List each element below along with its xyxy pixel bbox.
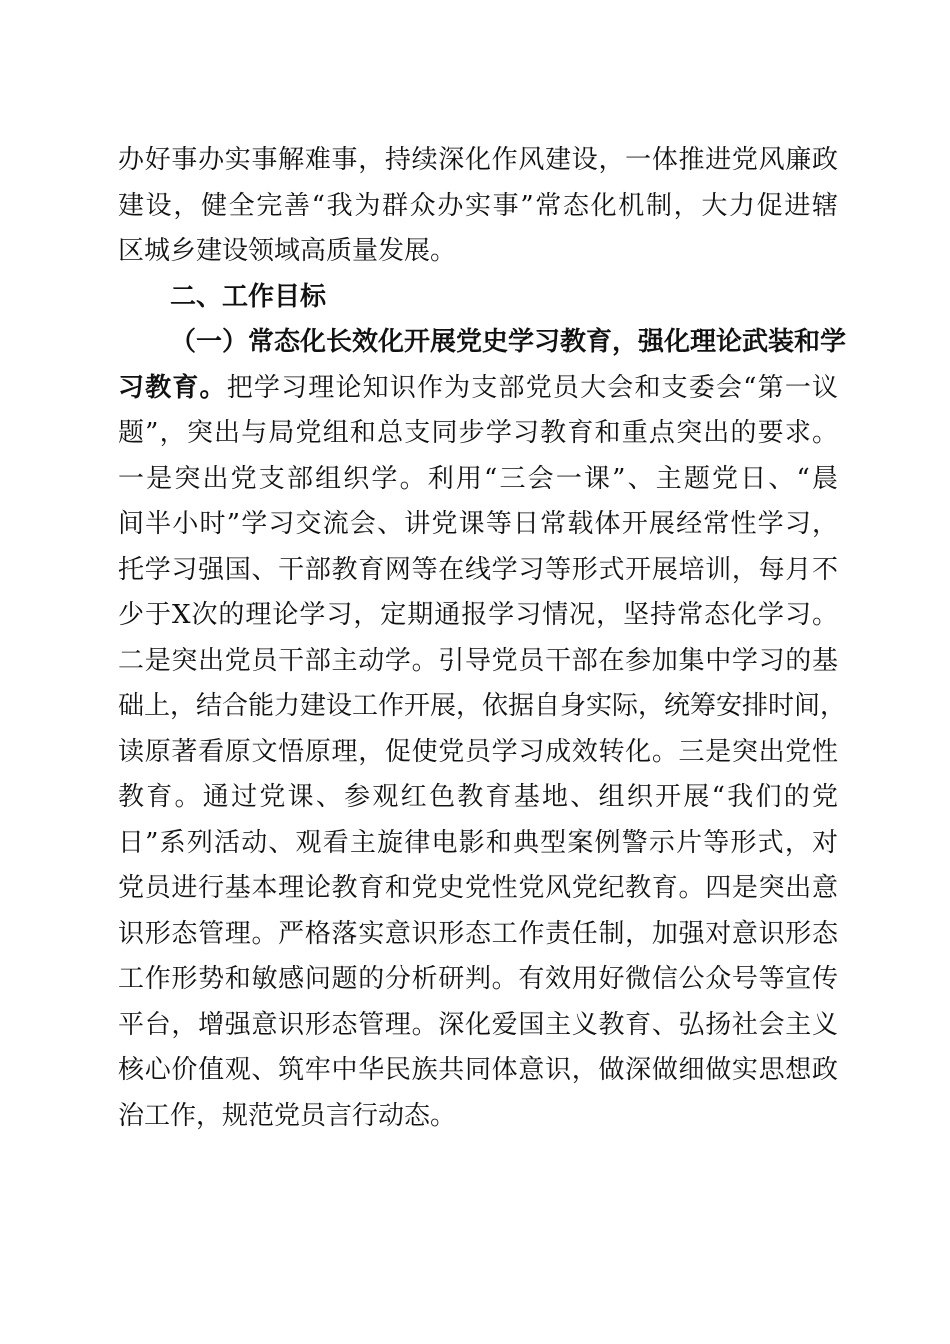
body-line: 工作形势和敏感问题的分析研判。有效用好微信公众号等宣传: [118, 964, 838, 994]
body-line: 党员进行基本理论教育和党史党性党风党纪教育。四是突出意: [118, 873, 838, 903]
body-line: 日”系列活动、观看主旋律电影和典型案例警示片等形式，对: [118, 827, 838, 858]
body-line: 托学习强国、干部教育网等在线学习等形式开展培训，每月不: [118, 554, 838, 585]
body-line: 平台，增强意识形态管理。深化爱国主义教育、弘扬社会主义: [118, 1009, 838, 1040]
intro-line-3: 区城乡建设领域高质量发展。: [118, 236, 457, 266]
body-line: 题”，突出与局党组和总支同步学习教育和重点突出的要求。: [118, 418, 838, 448]
body-first-line: [118, 366, 838, 412]
body-line: 间半小时”学习交流会、讲党课等日常载体开展经常性学习，: [118, 509, 838, 539]
body-first-line-text: 把学习理论知识作为支部党员大会和支委会“第一议: [226, 372, 838, 403]
subsection-title-line: （一）常态化长效化开展党史学习教育，强化理论武装和学: [170, 327, 847, 357]
document-body: [118, 138, 847, 1139]
body-line: 础上，结合能力建设工作开展，依据自身实际，统筹安排时间，: [118, 691, 847, 721]
intro-line-2: 建设，健全完善“我为群众办实事”常态化机制，大力促进辖: [118, 190, 838, 221]
body-line: 读原著看原文悟原理，促使党员学习成效转化。三是突出党性: [118, 736, 838, 767]
body-line: 少于X次的理论学习，定期通报学习情况，坚持常态化学习。: [118, 600, 838, 630]
body-last-line: 治工作，规范党员言行动态。: [118, 1100, 457, 1131]
body-line: 教育。通过党课、参观红色教育基地、组织开展“我们的党: [118, 782, 838, 812]
section-heading: 二、工作目标: [170, 281, 327, 312]
body-line: 二是突出党员干部主动学。引导党员干部在参加集中学习的基: [118, 645, 838, 676]
body-line: 识形态管理。严格落实意识形态工作责任制，加强对意识形态: [118, 918, 838, 949]
body-line: 核心价值观、筑牢中华民族共同体意识，做深做细做实思想政: [118, 1055, 838, 1085]
intro-line-1: 办好事办实事解难事，持续深化作风建设，一体推进党风廉政: [118, 145, 838, 175]
body-line: 一是突出党支部组织学。利用“三会一课”、主题党日、“晨: [118, 463, 838, 494]
subsection-title-end: 习教育。: [118, 372, 227, 403]
